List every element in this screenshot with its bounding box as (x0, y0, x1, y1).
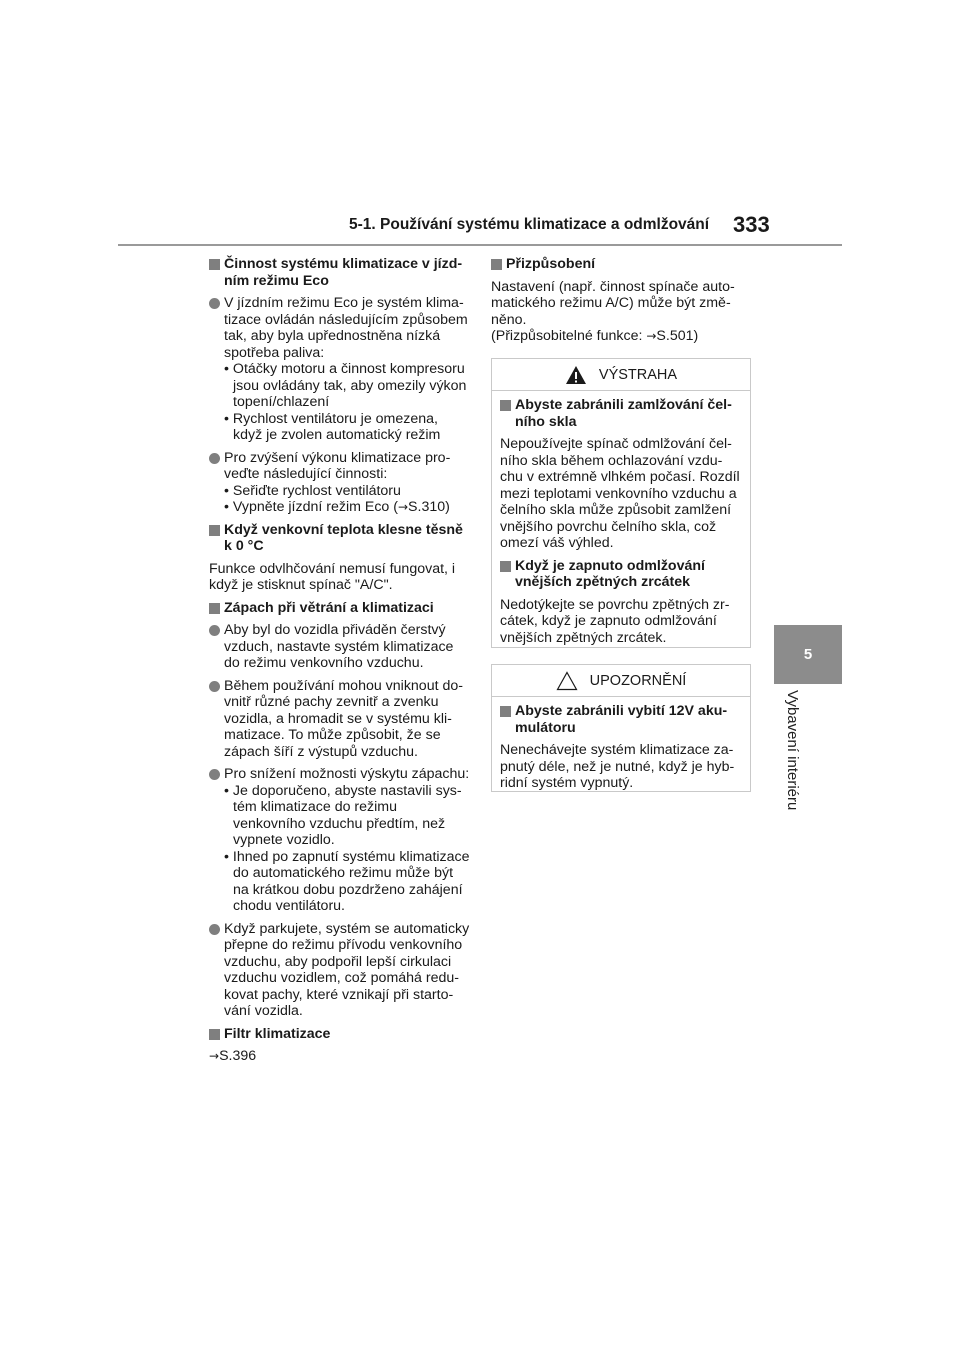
heading-odor: Zápach při větrání a klimatizaci (209, 600, 471, 617)
sub-item: • Ihned po zapnutí systému klimatizace do automatického režimu může být na krátkou dobu pozdrženo zahájení chodu ventilátoru. (224, 849, 471, 915)
sub-item: • Vypněte jízdní režim Eco (→S.310) (224, 499, 471, 516)
heading-eco-mode: Činnost systému klimatizace v jízd-ním režimu Eco (209, 256, 471, 289)
sub-item: • Je doporučeno, abyste nastavili sys-tém klimatizace do režimu venkovního vzduchu předtím, než vypnete vozidlo. (224, 783, 471, 849)
bullet-eco-control: V jízdním režimu Eco je systém klima-tizace ovládán následujícím způsobem tak, aby byla upřednostněna nízká spotřeba paliva: • Otáčky motoru a činnost kompresoru jsou ovládány tak, aby omezily výkon topení/chlazení • Rychlost ventilátoru je omezena, když je zvolen automatický režim (209, 295, 471, 444)
arrow-right-icon: → (646, 329, 657, 343)
warning-heading-mirrors: Když je zapnuto odmlžování vnějších zpětných zrcátek (500, 558, 742, 591)
warning-heading-fogging: Abyste zabránili zamlžování čel-ního skla (500, 397, 742, 430)
bullet-increase-performance: Pro zvýšení výkonu klimatizace pro-veďte následující činnosti: • Seřiďte rychlost ventilátoru • Vypněte jízdní režim Eco (→S.310) (209, 450, 471, 516)
chapter-label: Vybavení interiéru (784, 690, 801, 811)
arrow-right-icon: → (209, 1049, 220, 1063)
warning-title-bar (492, 359, 750, 391)
paragraph-dehumidify: Funkce odvlhčování nemusí fungovat, i když je stisknut spínač "A/C". (209, 560, 456, 593)
page-reference[interactable]: S.501) (656, 328, 699, 344)
bullet-odors: Během používání mohou vniknout do-vnitř různé pachy zevnitř a zvenku vozidla, a hromadit se v systému kli-matizace. To může způsobit, že se zápach šíří z výstupů vzduchu. (209, 678, 471, 761)
warning-title: VÝSTRAHA (598, 366, 678, 383)
warning-body (492, 391, 750, 646)
warning-paragraph-fogging: Nepoužívejte spínač odmlžování čel-ního skla během ochlazování vzdu-chu v extrémně vlhkém počasí. Rozdíl mezi teplotami venkovního vzduchu a čelního skla může způsobit zamlžení vnějšího povrchu čelního skla, což omezí váš výhled. (500, 436, 740, 551)
caution-box (491, 664, 751, 792)
page-reference[interactable]: S.310) (408, 499, 450, 515)
heading-low-temp: Když venkovní teplota klesne těsně k 0 °C (209, 522, 471, 555)
right-column (491, 256, 751, 351)
caution-title: UPOZORNĚNÍ (589, 672, 687, 689)
paragraph-customization: Nastavení (např. činnost spínače auto-matického režimu A/C) může být změ-něno. (Přizpůsobitelné funkce: →S.501) (491, 278, 735, 344)
chapter-tab (774, 625, 842, 684)
warning-triangle-icon (565, 365, 587, 385)
caution-heading-battery: Abyste zabránili vybití 12V aku-mulátoru (500, 703, 742, 736)
header-rule (118, 244, 842, 246)
page-number: 333 (733, 212, 770, 237)
warning-box (491, 358, 751, 648)
page-header-section: 5-1. Používání systému klimatizace a odmlžování (349, 216, 710, 233)
left-column (209, 256, 471, 1071)
heading-customization: Přizpůsobení (491, 256, 751, 273)
bullet-fresh-air: Aby byl do vozidla přiváděn čerstvý vzduch, nastavte systém klimatizace do režimu venkovního vzduchu. (209, 622, 471, 672)
heading-ac-filter: Filtr klimatizace (209, 1026, 471, 1043)
sub-item: • Rychlost ventilátoru je omezena, když je zvolen automatický režim (224, 411, 471, 444)
arrow-right-icon: → (397, 500, 409, 514)
page-reference[interactable]: S.396 (219, 1048, 257, 1064)
warning-paragraph-mirrors: Nedotýkejte se povrchu zpětných zr-cátek, když je zapnuto odmlžování vnějších zpětných zrcátek. (500, 596, 730, 646)
filter-reference (209, 1048, 471, 1065)
sub-item: • Otáčky motoru a činnost kompresoru jsou ovládány tak, aby omezily výkon topení/chlazení (224, 361, 471, 411)
bullet-parking: Když parkujete, systém se automaticky přepne do režimu přívodu venkovního vzduchu, aby podpořil lepší cirkulaci vzduchu vozidlem, což pomáhá redu-kovat pachy, které vznikají při starto-vání vozidla. (209, 921, 471, 1020)
caution-triangle-icon (556, 671, 578, 691)
sub-item: • Seřiďte rychlost ventilátoru (224, 483, 471, 500)
bullet-reduce-odor: Pro snížení možnosti výskytu zápachu: • Je doporučeno, abyste nastavili sys-tém klimatizace do režimu venkovního vzduchu předtím, než vypnete vozidlo. • Ihned po zapnutí systému klimatizace do automatického režimu může být na krátkou dobu pozdrženo zahájení chodu ventilátoru. (209, 766, 471, 915)
caution-body (492, 697, 750, 792)
caution-paragraph-battery: Nenechávejte systém klimatizace za-pnutý déle, než je nutné, když je hyb-ridní systém vypnutý. (500, 742, 735, 791)
chapter-number: 5 (803, 646, 813, 663)
caution-title-bar (492, 665, 750, 697)
